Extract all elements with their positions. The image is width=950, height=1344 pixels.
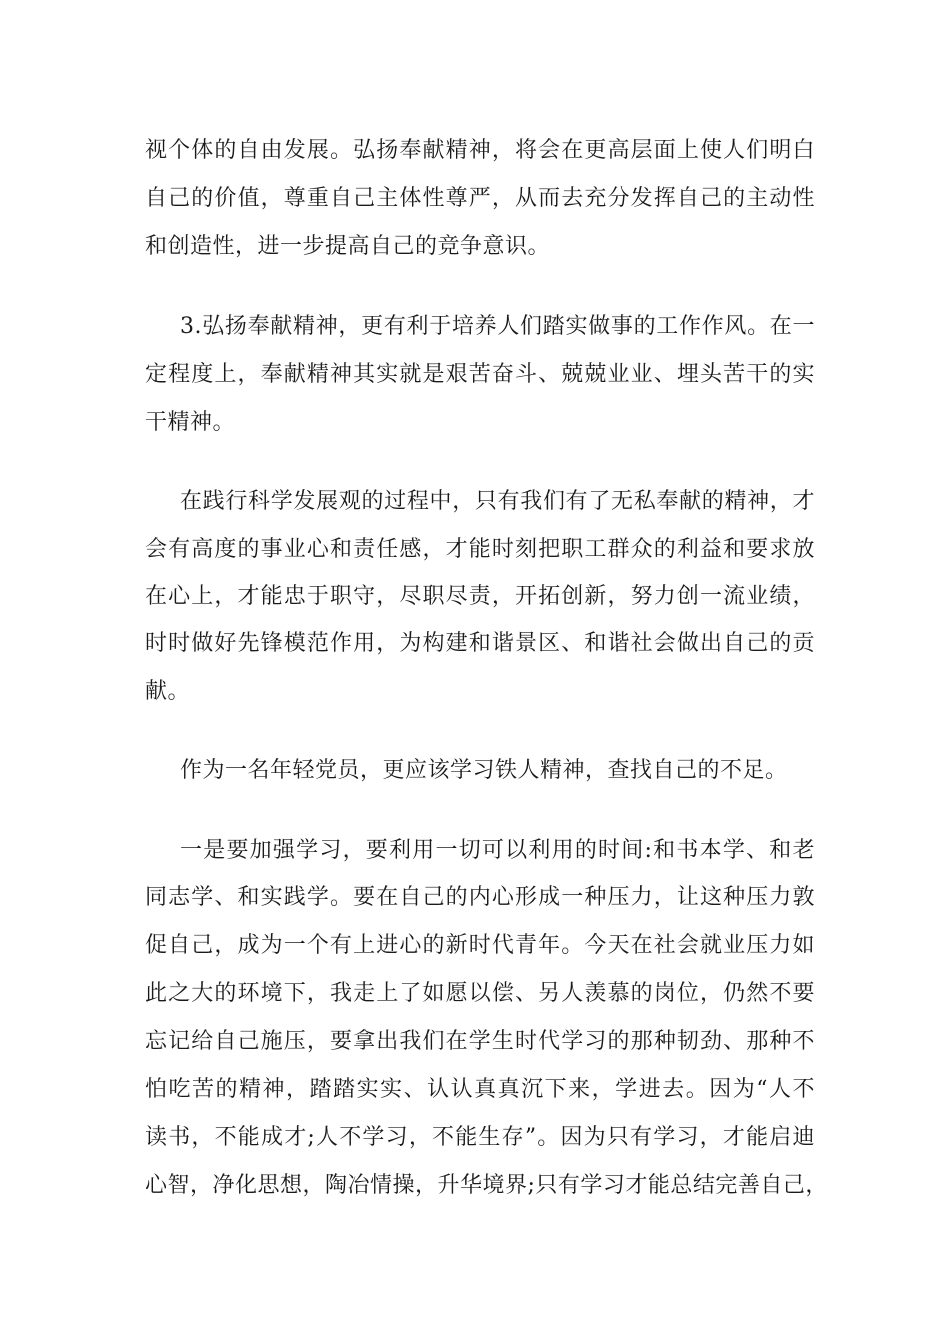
- text-line: 献。: [145, 679, 191, 704]
- text-line: 促自己，成为一个有上进心的新时代青年。今天在社会就业压力如: [145, 933, 815, 958]
- text-line: 此之大的环境下，我走上了如愿以偿、另人羡慕的岗位，仍然不要: [145, 981, 815, 1006]
- text-line: 3.弘扬奉献精神，更有利于培养人们踏实做事的工作作风。在一: [180, 314, 815, 339]
- text-line: 自己的价值，尊重自己主体性尊严，从而去充分发挥自己的主动性: [145, 186, 815, 211]
- text-line: 干精神。: [145, 410, 236, 435]
- text-line: 时时做好先锋模范作用，为构建和谐景区、和谐社会做出自己的贡: [145, 631, 815, 656]
- text-line: 同志学、和实践学。要在自己的内心形成一种压力，让这种压力敦: [145, 885, 815, 910]
- text-line: 会有高度的事业心和责任感，才能时刻把职工群众的利益和要求放: [145, 537, 815, 562]
- text-line: 忘记给自己施压，要拿出我们在学生时代学习的那种韧劲、那种不: [145, 1029, 815, 1054]
- text-line: 和创造性，进一步提高自己的竞争意识。: [145, 234, 551, 259]
- text-line: 作为一名年轻党员，更应该学习铁人精神，查找自己的不足。: [180, 758, 788, 783]
- text-line: 定程度上，奉献精神其实就是艰苦奋斗、兢兢业业、埋头苦干的实: [145, 362, 815, 387]
- text-line: 在心上，才能忠于职守，尽职尽责，开拓创新，努力创一流业绩，: [145, 584, 815, 609]
- text-line: 视个体的自由发展。弘扬奉献精神，将会在更高层面上使人们明白: [145, 138, 815, 163]
- text-line: 在践行科学发展观的过程中，只有我们有了无私奉献的精神，才: [180, 489, 815, 514]
- text-line: 怕吃苦的精神，踏踏实实、认认真真沉下来，学进去。因为“人不: [145, 1077, 815, 1102]
- text-line: 读书，不能成才;人不学习，不能生存”。因为只有学习，才能启迪: [145, 1125, 815, 1150]
- text-line: 心智，净化思想，陶冶情操，升华境界;只有学习才能总结完善自己，: [145, 1173, 828, 1198]
- text-line: 一是要加强学习，要利用一切可以利用的时间:和书本学、和老: [180, 838, 815, 863]
